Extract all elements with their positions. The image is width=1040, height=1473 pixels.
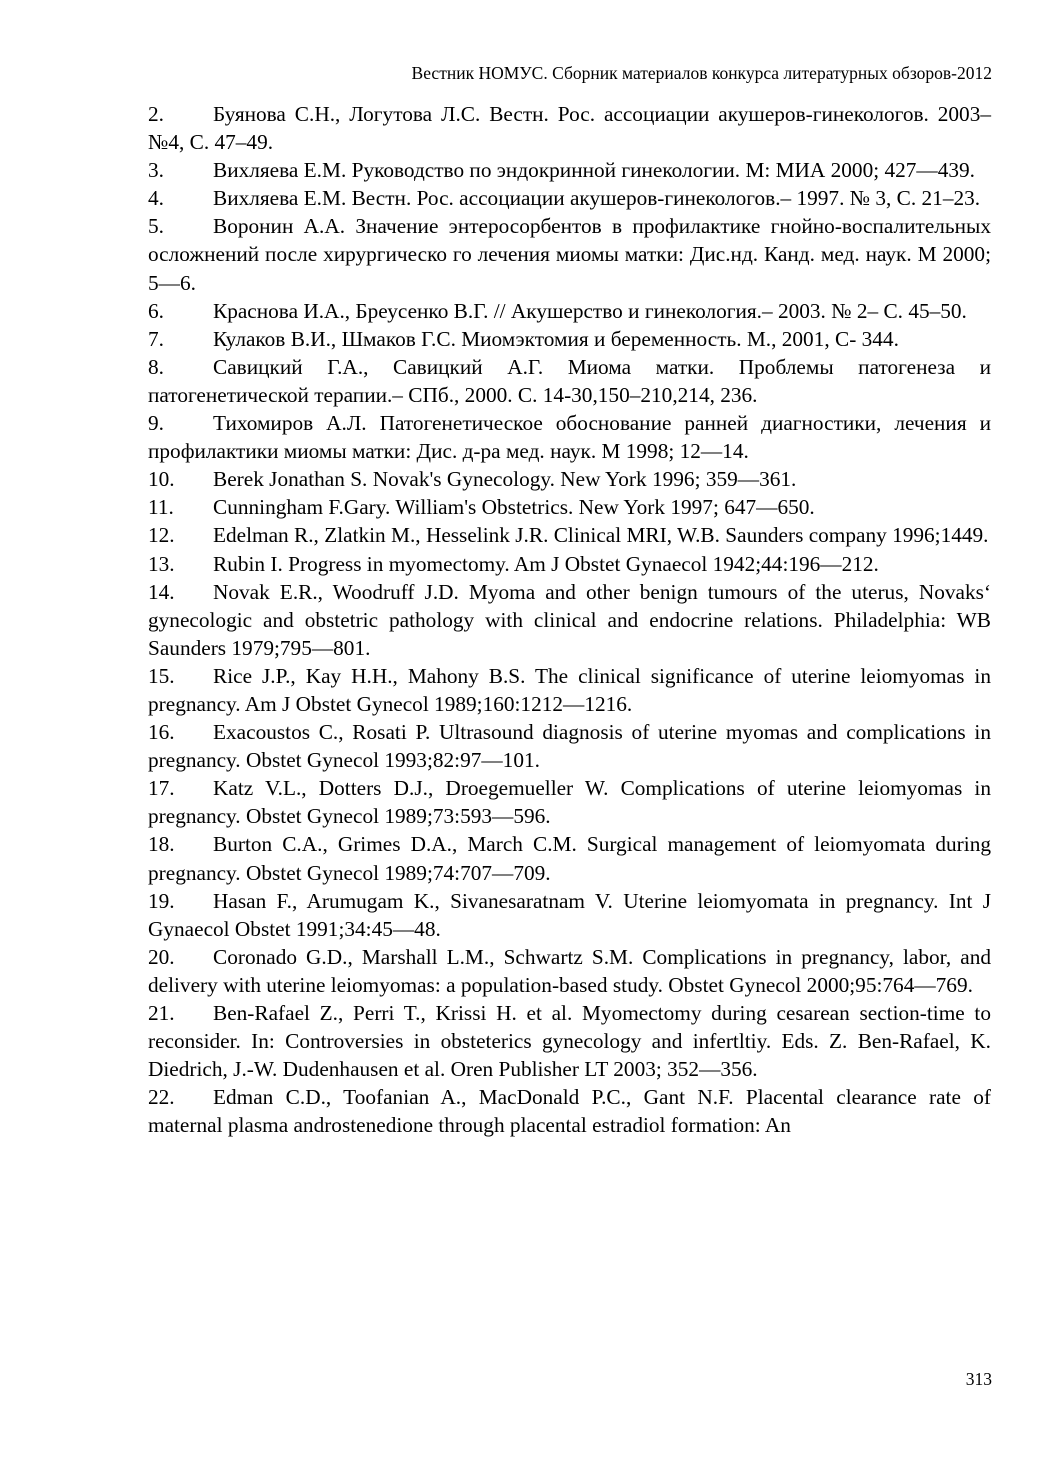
reference-number: 13.: [148, 551, 175, 576]
reference-item: [148, 325, 991, 353]
reference-text: Вихляева Е.М. Вестн. Рос. ассоциации акушеров-гинекологов.– 1997. № 3, С. 21–23.: [213, 186, 981, 211]
reference-text: Rice J.P., Kay H.H., Mahony B.S. The clinical significance of uterine leiomyomas in pregnancy. Am J Obstet Gynecol 1989;160:1212—1216.: [148, 663, 991, 716]
reference-number: 17.: [148, 776, 175, 801]
reference-number: 16.: [148, 720, 175, 745]
reference-text: Exacoustos C., Rosati P. Ultrasound diagnosis of uterine myomas and complications in pregnancy. Obstet Gynecol 1993;82:97—101.: [148, 720, 991, 773]
reference-item: [148, 493, 991, 521]
reference-text: Буянова С.Н., Логутова Л.С. Вестн. Рос. ассоциации акушеров-гинекологов. 2003– №4, С. 47–49.: [148, 102, 991, 155]
reference-item: [148, 887, 991, 943]
reference-item: [148, 297, 991, 325]
reference-number: 8.: [148, 354, 164, 379]
reference-text: Burton C.A., Grimes D.A., March C.M. Surgical management of leiomyomata during pregnancy. Obstet Gynecol 1989;74:707—709.: [148, 832, 991, 885]
reference-text: Edelman R., Zlatkin M., Hesselink J.R. Clinical MRI, W.B. Saunders company 1996;1449.: [213, 523, 989, 548]
reference-text: Berek Jonathan S. Novak's Gynecology. New York 1996; 359—361.: [213, 467, 797, 492]
reference-text: Cunningham F.Gary. William's Obstetrics. New York 1997; 647—650.: [213, 495, 815, 520]
reference-item: [148, 662, 991, 718]
reference-item: [148, 943, 991, 999]
reference-text: Савицкий Г.А., Савицкий А.Г. Миома матки. Проблемы патогенеза и патогенетической терапии.– СПб., 2000. С. 14-30,150–210,214, 236.: [148, 354, 991, 407]
reference-text: Ben-Rafael Z., Perri T., Krissi H. et al. Myomectomy during cesarean section-time to reconsider. In: Controversies in obsteterics gynecology and infertltiy. Eds. Z. Ben-Rafael, K. Diedrich, J.-W. Dudenhausen et al. Oren Publisher LT 2003; 352—356.: [148, 1001, 991, 1082]
reference-number: 15.: [148, 663, 175, 688]
reference-item: [148, 999, 991, 1083]
reference-text: Кулаков В.И., Шмаков Г.С. Миомэктомия и беременность. М., 2001, С- 344.: [213, 326, 899, 351]
reference-item: [148, 718, 991, 774]
reference-number: 12.: [148, 523, 175, 548]
reference-number: 5.: [148, 214, 164, 239]
reference-number: 9.: [148, 411, 164, 436]
reference-text: Вихляева Е.М. Руководство по эндокринной гинекологии. М: МИА 2000; 427—439.: [213, 158, 975, 183]
reference-item: [148, 1083, 991, 1139]
reference-number: 22.: [148, 1085, 175, 1110]
reference-number: 14.: [148, 579, 175, 604]
reference-number: 11.: [148, 495, 174, 520]
reference-number: 4.: [148, 186, 164, 211]
reference-number: 2.: [148, 102, 164, 126]
page-number: 313: [965, 1369, 992, 1389]
reference-text: Edman C.D., Toofanian A., MacDonald P.C., Gant N.F. Placental clearance rate of maternal plasma androstenedione through placental estradiol formation: An: [148, 1085, 991, 1138]
reference-number: 6.: [148, 298, 164, 323]
reference-number: 10.: [148, 467, 175, 492]
reference-number: 21.: [148, 1001, 175, 1025]
reference-text: Coronado G.D., Marshall L.M., Schwartz S.M. Complications in pregnancy, labor, and delivery with uterine leiomyomas: a population-based study. Obstet Gynecol 2000;95:764—769.: [148, 944, 991, 997]
reference-item: [148, 409, 991, 465]
reference-item: [148, 578, 991, 662]
reference-item: [148, 465, 991, 493]
reference-item: [148, 353, 991, 409]
reference-text: Rubin I. Progress in myomectomy. Am J Obstet Gynaecol 1942;44:196—212.: [213, 551, 879, 576]
reference-text: Hasan F., Arumugam K., Sivanesaratnam V. Uterine leiomyomata in pregnancy. Int J Gynaecol Obstet 1991;34:45—48.: [148, 888, 991, 941]
reference-number: 3.: [148, 158, 164, 183]
reference-item: [148, 774, 991, 830]
reference-text: Тихомиров А.Л. Патогенетическое обоснование ранней диагностики, лечения и профилактики миомы матки: Дис. д-ра мед. наук. М 1998; 12—14.: [148, 411, 991, 464]
reference-item: [148, 212, 991, 296]
reference-number: 7.: [148, 326, 164, 351]
reference-item: [148, 184, 991, 212]
running-header: Вестник НОМУС. Сборник материалов конкурса литературных обзоров-2012: [411, 63, 992, 83]
reference-item: [148, 550, 991, 578]
reference-list: [148, 100, 991, 1139]
reference-number: 18.: [148, 832, 175, 857]
reference-item: [148, 156, 991, 184]
reference-item: [148, 521, 991, 549]
reference-text: Краснова И.А., Бреусенко В.Г. // Акушерство и гинекология.– 2003. № 2– С. 45–50.: [213, 298, 967, 323]
reference-text: Novak E.R., Woodruff J.D. Myoma and other benign tumours of the uterus, Novaks‘ gynecologic and obstetric pathology with clinical and endocrine relations. Philadelphia: WB Saunders 1979;795—801.: [148, 579, 991, 660]
reference-text: Katz V.L., Dotters D.J., Droegemueller W. Complications of uterine leiomyomas in pregnancy. Obstet Gynecol 1989;73:593—596.: [148, 776, 991, 829]
reference-item: [148, 830, 991, 886]
reference-number: 19.: [148, 888, 175, 913]
reference-number: 20.: [148, 944, 175, 969]
reference-text: Воронин А.А. Значение энтеросорбентов в профилактике гнойно-воспалительных осложнений после хирургическо го лечения миомы матки: Дис.нд. Канд. мед. наук. М 2000; 5—6.: [148, 214, 991, 295]
reference-item: [148, 100, 991, 156]
